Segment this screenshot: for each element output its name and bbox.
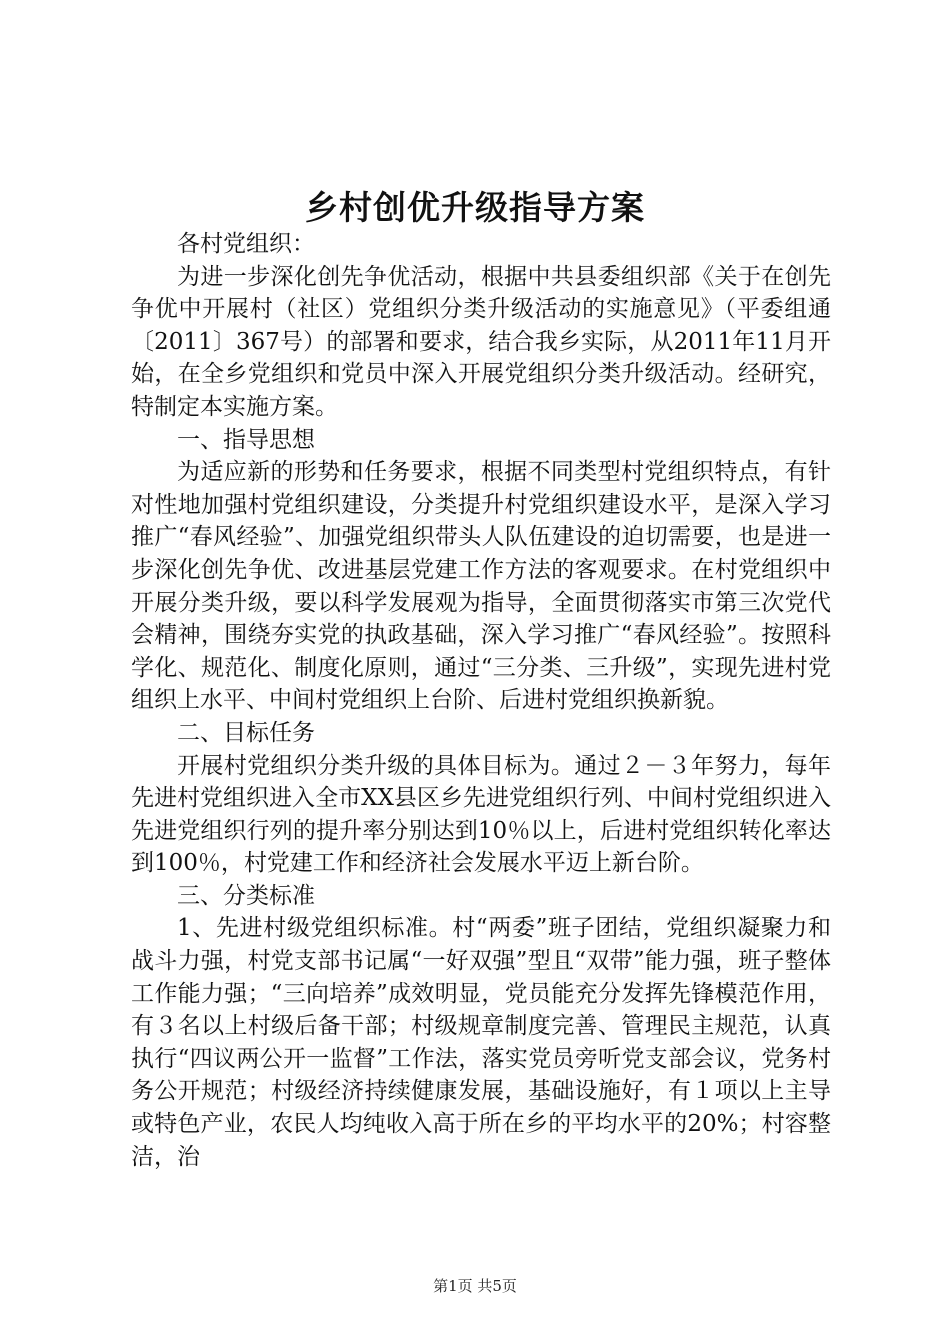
standards-paragraph: 1、先进村级党组织标准。村“两委”班子团结，党组织凝聚力和战斗力强，村党支部书记属“一好双强”型且“双带”能力强，班子整体工作能力强；“三向培养”成效明显，党员能充分发挥先锋模范作用，有３名以上村级后备干部；村级规章制度完善、管理民主规范，认真执行“四议两公开一监督”工作法，落实党员旁听党支部会议，党务村务公开规范；村级经济持续健康发展，基础设施好，有１项以上主导或特色产业，农民人均纯收入高于所在乡的平均水平的20%；村容整洁，治 xyxy=(131,915,831,1170)
guiding-thought-paragraph: 为适应新的形势和任务要求，根据不同类型村党组织特点，有针对性地加强村党组织建设，分类提升村党组织建设水平，是深入学习推广“春风经验”、加强党组织带头人队伍建设的迫切需要，也是进一步深化创先争优、改进基层党建工作方法的客观要求。在村党组织中开展分类升级，要以科学发展观为指导，全面贯彻落实市第三次党代会精神，围绕夯实党的执政基础，深入学习推广“春风经验”。按照科学化、规范化、制度化原则，通过“三分类、三升级”，实现先进村党组织上水平、中间村党组织上台阶、后进村党组织换新貌。 xyxy=(131,459,831,714)
section-heading-guiding-thought: 一、指导思想 xyxy=(177,426,315,453)
section-heading-goals: 二、目标任务 xyxy=(177,719,315,746)
section-heading-standards: 三、分类标准 xyxy=(177,882,315,909)
document-title: 乡村创优升级指导方案 xyxy=(305,188,645,227)
document-body xyxy=(131,228,831,1173)
page-footer: 第1页 共5页 xyxy=(433,1277,517,1295)
intro-paragraph: 为进一步深化创先争优活动，根据中共县委组织部《关于在创先争优中开展村（社区）党组织分类升级活动的实施意见》（平委组通〔2011〕367号）的部署和要求，结合我乡实际，从2011年11月开始，在全乡党组织和党员中深入开展党组织分类升级活动。经研究，特制定本实施方案。 xyxy=(131,263,831,420)
salutation: 各村党组织： xyxy=(177,231,315,257)
goals-paragraph: 开展村党组织分类升级的具体目标为。通过２－３年努力，每年先进村党组织进入全市XX县区乡先进党组织行列、中间村党组织进入先进党组织行列的提升率分别达到10％以上，后进村党组织转化率达到100％，村党建工作和经济社会发展水平迈上新台阶。 xyxy=(131,752,831,877)
